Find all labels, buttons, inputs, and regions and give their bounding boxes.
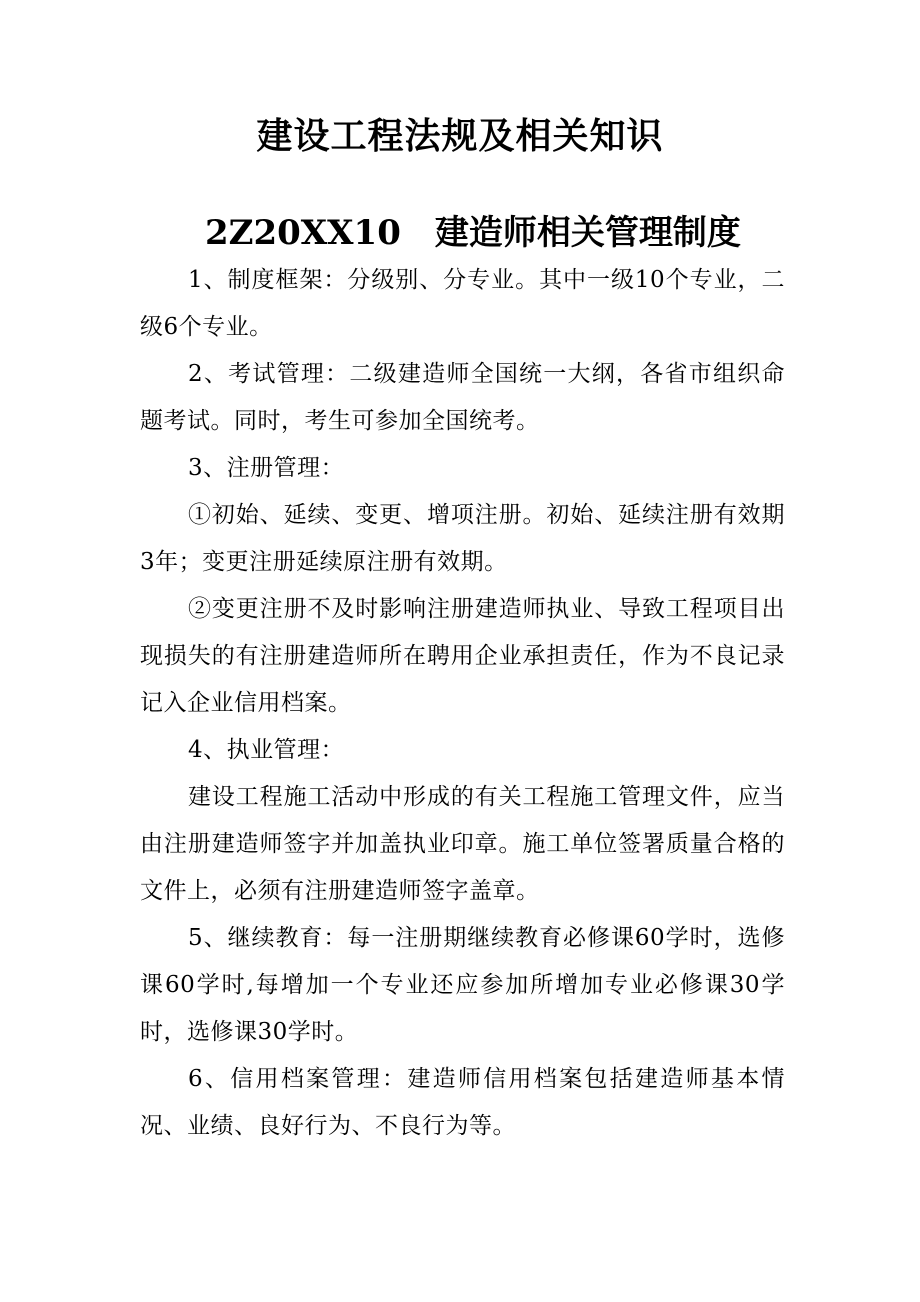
section-heading — [205, 210, 805, 256]
document-title: 建设工程法规及相关知识 — [256, 115, 664, 157]
paragraph-exam-management: 2、考试管理：二级建造师全国统一大纲，各省市组织命题考试。同时，考生可参加全国统考。 — [140, 361, 785, 434]
paragraph-registration-item-2: ②变更注册不及时影响注册建造师执业、导致工程项目出现损失的有注册建造师所在聘用企业承担责任，作为不良记录记入企业信用档案。 — [140, 596, 785, 716]
section-code: 2Z20XX10 — [205, 213, 401, 253]
paragraph-credit-records: 6、信用档案管理：建造师信用档案包括建造师基本情况、业绩、良好行为、不良行为等。 — [140, 1066, 785, 1139]
paragraph-registration-item-1: ①初始、延续、变更、增项注册。初始、延续注册有效期3年；变更注册延续原注册有效期。 — [140, 502, 785, 575]
document-body — [140, 257, 785, 1150]
paragraph-system-framework: 1、制度框架：分级别、分专业。其中一级10个专业，二级6个专业。 — [140, 267, 785, 340]
paragraph-practice-details: 建设工程施工活动中形成的有关工程施工管理文件，应当由注册建造师签字并加盖执业印章。施工单位签署质量合格的文件上，必须有注册建造师签字盖章。 — [140, 784, 785, 904]
paragraph-registration-management: 3、注册管理： — [188, 455, 345, 481]
paragraph-practice-management: 4、执业管理： — [188, 737, 345, 763]
section-title: 建造师相关管理制度 — [434, 213, 741, 253]
paragraph-continuing-education: 5、继续教育：每一注册期继续教育必修课60学时，选修课60学时,每增加一个专业还应参加所增加专业必修课30学时，选修课30学时。 — [140, 925, 785, 1045]
